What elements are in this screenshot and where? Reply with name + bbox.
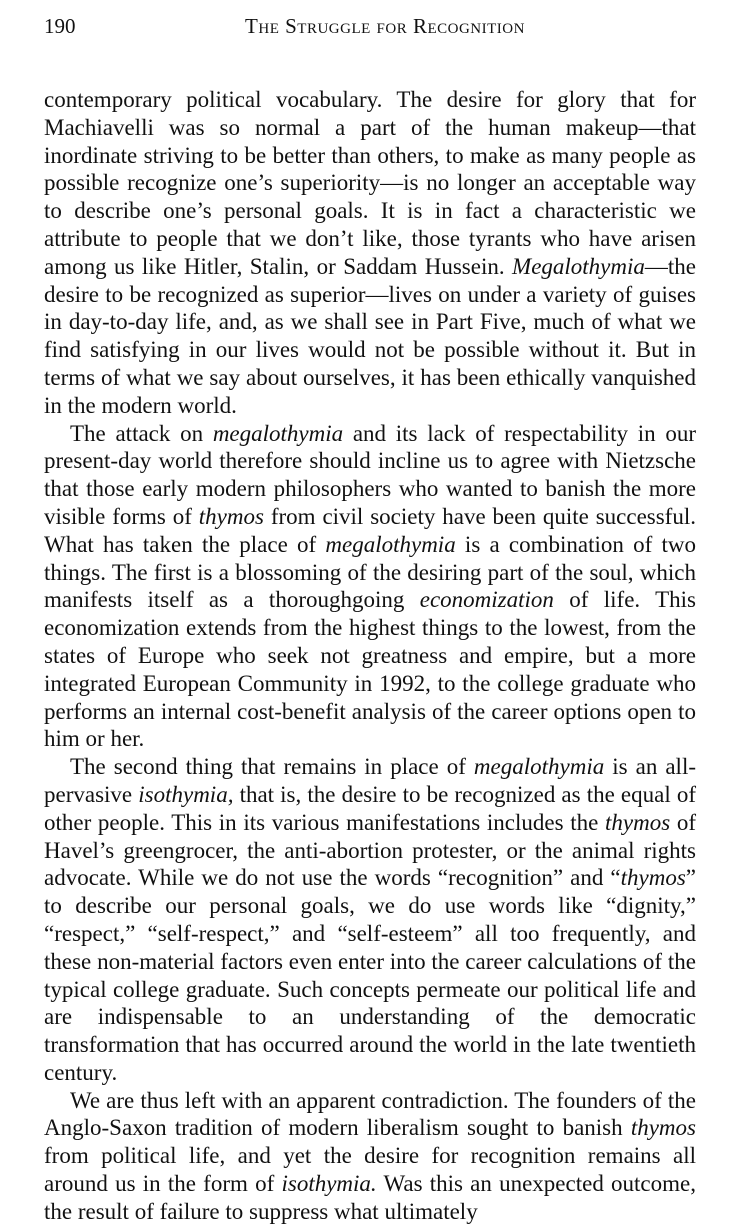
italic-term: thymos: [630, 1115, 696, 1141]
paragraph: [44, 86, 696, 420]
italic-term: isothymia.: [281, 1171, 377, 1197]
italic-term: Megalothymia: [512, 253, 645, 279]
italic-term: megalothymia: [473, 754, 605, 780]
italic-term: economization: [419, 587, 554, 613]
italic-term: thymos: [604, 809, 671, 835]
text-run: —the desire to be recognized as superior—lives on under a variety of guises in day-to-day life, and, as we shall see in Part Five, much of what we find satisfying in our lives would not be possible without it. But in terms of what we say about ourselves, it has been ethically vanquished in the modern world.: [44, 253, 696, 418]
book-page: [44, 14, 696, 1226]
text-run: We are thus left with an apparent contradiction. The founders of the Anglo-Saxon tradition of modern liberalism sought to banish: [44, 1087, 696, 1141]
text-run: The second thing that remains in place of: [70, 754, 474, 780]
body-text: [44, 86, 696, 1226]
italic-term: isothymia,: [138, 781, 234, 807]
text-run: is an all-pervasive: [44, 754, 696, 807]
text-run: of Havel’s greengrocer, the anti-abortion protester, or the animal rights advocate. While we do not use the words “recognition” and “: [44, 809, 696, 891]
text-run: from political life, and yet the desire for recognition remains all around us in the form of: [44, 1143, 696, 1197]
text-run: is a combination of two things. The first is a blossoming of the desiring part of the soul, which manifests itself as a thoroughgoing: [44, 531, 697, 613]
italic-term: thymos: [620, 865, 686, 891]
italic-term: megalothymia: [325, 531, 456, 557]
text-run: Was this an unexpected outcome, the result of failure to suppress what ultimately: [44, 1171, 696, 1224]
text-run: that is, the desire to be recognized as the equal of other people. This in its various manifestations includes the: [44, 781, 696, 835]
italic-term: thymos: [198, 503, 264, 529]
running-title: The Struggle for Recognition: [245, 14, 525, 38]
paragraph: [44, 1087, 696, 1226]
paragraph: [44, 753, 696, 1087]
italic-term: megalothymia: [212, 420, 344, 446]
paragraph: [44, 420, 696, 754]
text-run: The attack on: [70, 420, 213, 446]
text-run: ” to describe our personal goals, we do use words like “dignity,” “respect,” “self-respect,” and “self-esteem” all too frequently, and these non-material factors even enter into the career calculations of the typical college graduate. Such concepts permeate our political life and are indispensable to an understanding of the democratic transformation that has occurred around the world in the late twentieth century.: [44, 865, 696, 1085]
text-run: and its lack of respectability in our present-day world therefore should incline us to agree with Nietzsche that those early modern philosophers who wanted to banish the more visible forms of: [44, 420, 696, 529]
text-run: from civil society have been quite successful. What has taken the place of: [44, 503, 696, 557]
page-number: 190: [44, 14, 76, 38]
text-run: contemporary political vocabulary. The desire for glory that for Machiavelli was so normal a part of the human makeup—that inordinate striving to be better than others, to make as many people as possible recognize one’s superiority—is no longer an acceptable way to describe one’s personal goals. It is in fact a characteristic we attribute to people that we don’t like, those tyrants who have arisen among us like Hitler, Stalin, or Saddam Hussein.: [44, 87, 696, 279]
running-header: [44, 14, 696, 42]
text-run: of life. This economization extends from the highest things to the lowest, from the states of Europe who seek not greatness and empire, but a more integrated European Community in 1992, to the college graduate who performs an internal cost-benefit analysis of the career options open to him or her.: [44, 587, 696, 752]
